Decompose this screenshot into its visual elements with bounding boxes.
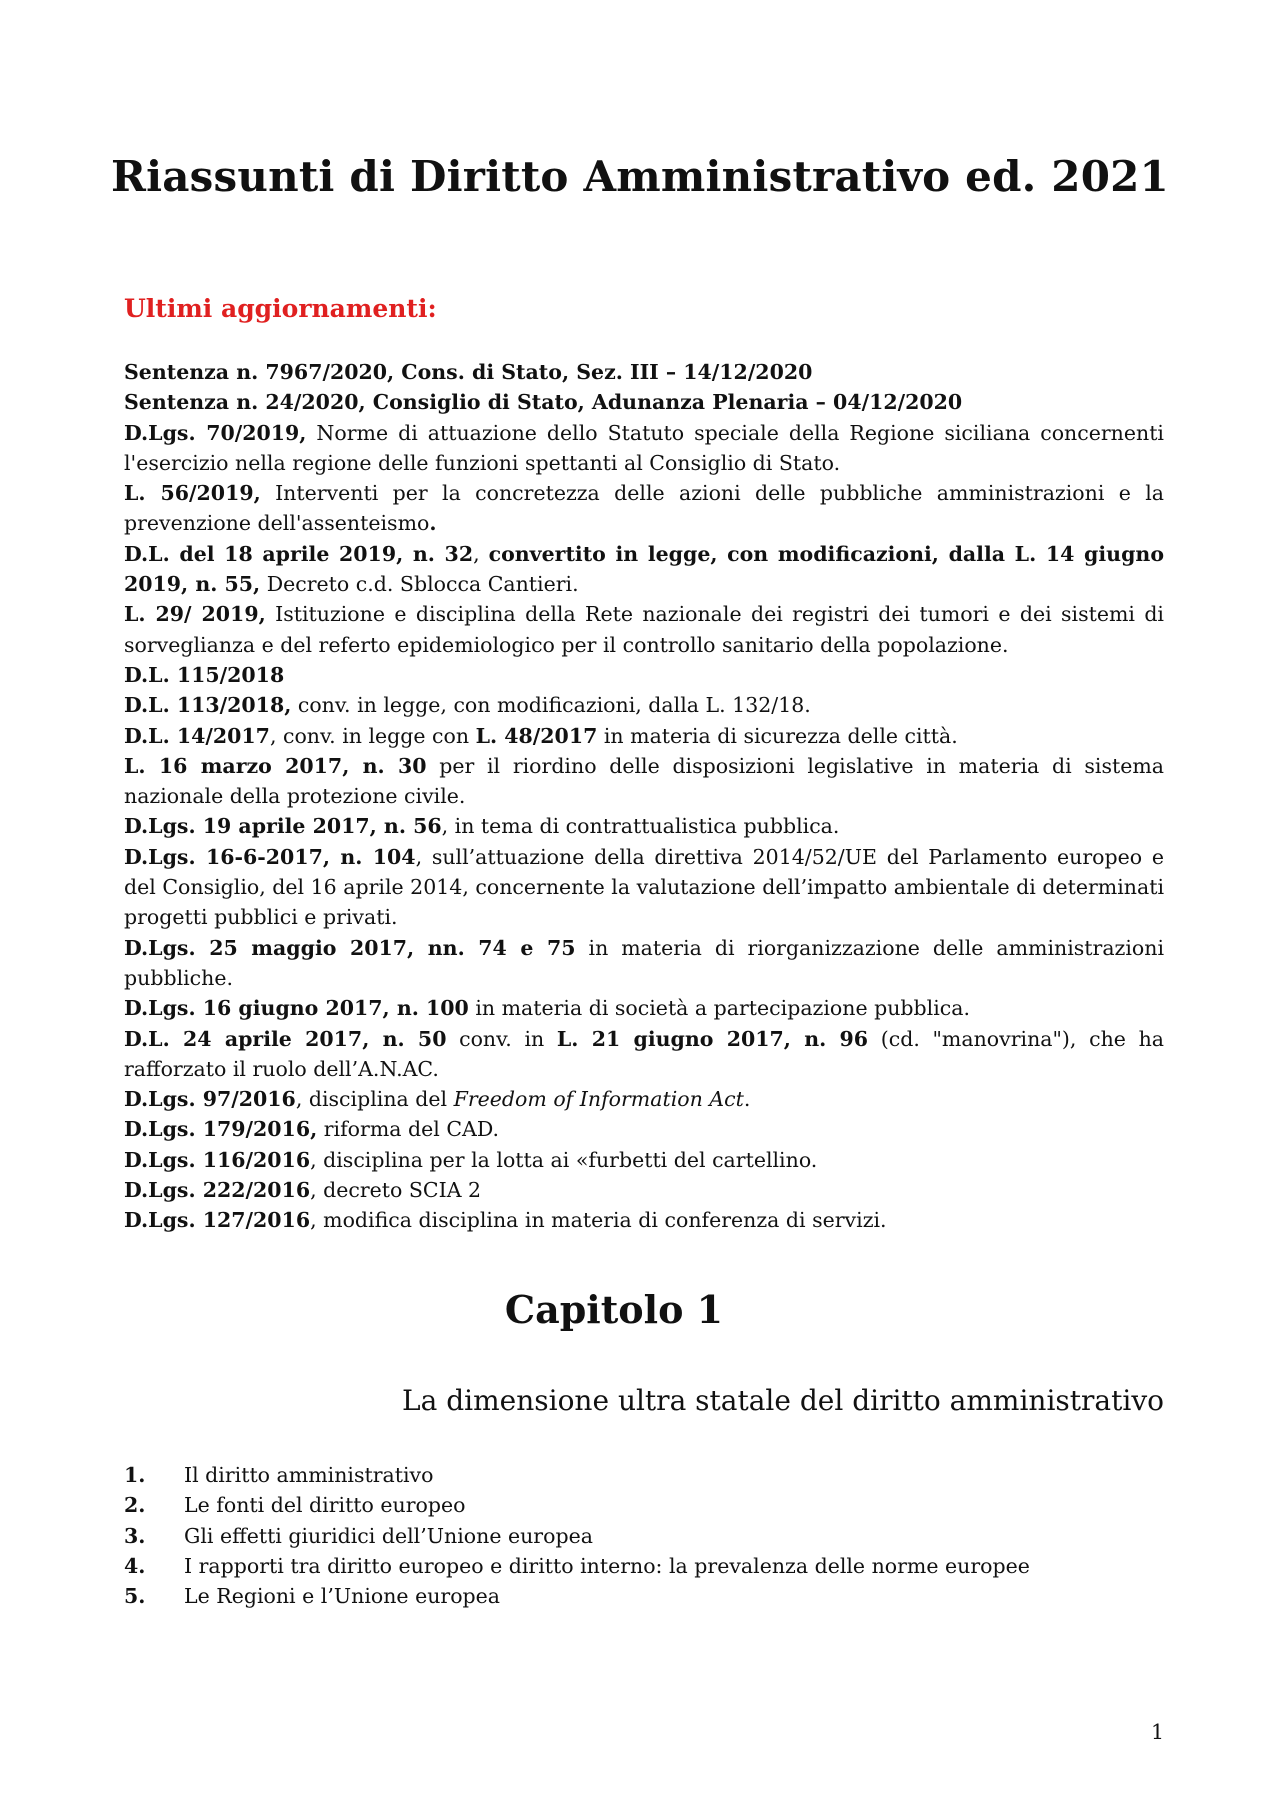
update-entry-text: Freedom of Information Act (453, 1087, 744, 1112)
toc-item-label: Le Regioni e l’Unione europea (184, 1584, 501, 1609)
update-entry (124, 660, 1164, 690)
update-entry-text: , modifica disciplina in materia di conferenza di servizi. (310, 1208, 887, 1233)
update-entry-text: in materia di società a partecipazione pubblica. (468, 996, 971, 1021)
update-entry (124, 933, 1164, 994)
update-entry (124, 842, 1164, 933)
update-entry-text: D.Lgs. 179/2016, (124, 1117, 318, 1142)
update-entry (124, 1205, 1164, 1235)
toc-item-label: Gli effetti giuridici dell’Unione europea (184, 1523, 593, 1548)
update-entry-text: L. 21 giugno 2017, n. 96 (556, 1026, 869, 1051)
update-entry (124, 539, 1164, 600)
update-entry (124, 1145, 1164, 1175)
update-entry-text: , in tema di contrattualistica pubblica. (441, 814, 840, 839)
toc-item (124, 1551, 1164, 1581)
update-entry (124, 387, 1164, 417)
toc-item-number: 1. (124, 1463, 146, 1487)
update-entry (124, 599, 1164, 660)
update-entry (124, 1084, 1164, 1114)
update-entry (124, 478, 1164, 539)
update-entry-text: D.L. 24 aprile 2017, n. 50 (124, 1026, 447, 1051)
update-entry-text: L. 29/ 2019, (124, 602, 266, 627)
update-entry-text: , (473, 541, 489, 566)
update-entry-text: D.Lgs. 16-6-2017, n. 104 (124, 844, 416, 869)
update-entry (124, 1024, 1164, 1085)
toc-item (124, 1581, 1164, 1611)
update-entry-text: in materia di sicurezza delle città. (597, 723, 958, 748)
update-entry-text: D.L. 113/2018, (124, 693, 292, 718)
update-entry-text: D.Lgs. 19 aprile 2017, n. 56 (124, 814, 442, 839)
toc-item (124, 1460, 1164, 1490)
update-entry-text: D.Lgs. 127/2016 (124, 1208, 311, 1233)
update-entry-text: Interventi per la concretezza delle azioni delle pubbliche amministrazioni e la prevenzione dell'assenteismo (124, 481, 1164, 536)
update-entry-text: L. 48/2017 (475, 723, 598, 748)
update-entry-text: Sentenza n. 24/2020, Consiglio di Stato, Adunanza Plenaria – 04/12/2020 (124, 390, 963, 415)
update-entry-text: D.Lgs. 97/2016 (124, 1087, 296, 1112)
update-entry-text: D.Lgs. 25 maggio 2017, nn. 74 e 75 (124, 935, 576, 960)
update-entry-text: Norme di attuazione dello Statuto speciale della Regione siciliana concernenti l'esercizio nella regione delle funzioni spettanti al Consiglio di Stato. (124, 420, 1164, 475)
update-entry-text: D.L. 115/2018 (124, 662, 285, 687)
toc-item (124, 1490, 1164, 1520)
update-entry-text: conv. in (446, 1026, 557, 1051)
update-entry-text: D.L. del 18 aprile 2019, n. 32 (124, 541, 474, 566)
update-entry-text: in materia di riorganizzazione delle amministrazioni pubbliche. (124, 935, 1164, 990)
update-entry-text: D.L. 14/2017 (124, 723, 270, 748)
update-entry (124, 418, 1164, 479)
update-entry-text: D.Lgs. 116/2016 (124, 1147, 311, 1172)
update-entry-text: D.Lgs. 222/2016 (124, 1178, 311, 1203)
update-entry-text: D.Lgs. 16 giugno 2017, n. 100 (124, 996, 469, 1021)
toc-item (124, 1521, 1164, 1551)
toc-item-number: 3. (124, 1523, 146, 1548)
update-entry-text: . (429, 511, 437, 536)
chapter-subtitle: La dimensione ultra statale del diritto amministrativo (402, 1384, 1164, 1417)
update-entry-text: per il riordino delle disposizioni legislative in materia di sistema nazionale della protezione civile. (124, 753, 1164, 809)
update-entry (124, 721, 1164, 751)
toc-item-label: I rapporti tra diritto europeo e diritto interno: la prevalenza delle norme europee (184, 1553, 1030, 1578)
update-entry-text: L. 16 marzo 2017, n. 30 (124, 753, 427, 778)
update-entry (124, 751, 1164, 812)
update-entry-text: conv. in legge, con modificazioni, dalla L. 132/18. (291, 693, 811, 718)
update-entry (124, 1175, 1164, 1205)
toc-item-label: Le fonti del diritto europeo (184, 1493, 466, 1518)
update-entry (124, 993, 1164, 1023)
toc-item-number: 5. (124, 1584, 146, 1609)
page-number: 1 (1150, 1720, 1164, 1744)
toc-item-number: 2. (124, 1493, 146, 1518)
update-entry (124, 690, 1164, 720)
update-entry (124, 811, 1164, 841)
update-entry-text: Istituzione e disciplina della Rete nazionale dei registri dei tumori e dei sistemi di sorveglianza e del referto epidemiologico per il controllo sanitario della popolazione. (124, 602, 1164, 657)
update-entry-text: , decreto SCIA 2 (310, 1178, 482, 1203)
update-entry-text: (cd. "manovrina"), che ha rafforzato il ruolo dell’A.N.AC. (124, 1026, 1164, 1081)
update-entry-text: Decreto c.d. Sblocca Cantieri. (260, 572, 579, 597)
update-entry-text: Sentenza n. 7967/2020, Cons. di Stato, Sez. III – 14/12/2020 (124, 360, 813, 384)
chapter-title: Capitolo 1 (504, 1287, 724, 1332)
update-entry-text: riforma del CAD. (317, 1117, 500, 1142)
update-entry-text: L. 56/2019, (124, 481, 261, 506)
updates-list (124, 357, 1164, 1236)
update-entry-text: , disciplina per la lotta ai «furbetti del cartellino. (310, 1147, 818, 1172)
update-entry (124, 357, 1164, 387)
update-entry-text: convertito in legge, con modificazioni, dalla L. 14 giugno 2019, n. 55, (124, 541, 1164, 597)
chapter-toc (124, 1460, 1164, 1611)
toc-item-number: 4. (124, 1553, 146, 1578)
update-entry-text: D.Lgs. 70/2019, (124, 420, 307, 445)
update-entry-text: . (743, 1087, 751, 1112)
update-entry-text: , sull’attuazione della direttiva 2014/52/UE del Parlamento europeo e del Consiglio, del 16 aprile 2014, concernente la valutazione dell’impatto ambientale di determinati progetti pubblici e privati. (124, 844, 1164, 930)
update-entry (124, 1114, 1164, 1144)
updates-heading: Ultimi aggiornamenti: (124, 294, 437, 323)
toc-item-label: Il diritto amministrativo (184, 1463, 434, 1487)
document-title: Riassunti di Diritto Amministrativo ed. 2021 (111, 152, 1169, 201)
update-entry-text: , disciplina del (295, 1087, 454, 1112)
update-entry-text: , conv. in legge con (269, 723, 476, 748)
